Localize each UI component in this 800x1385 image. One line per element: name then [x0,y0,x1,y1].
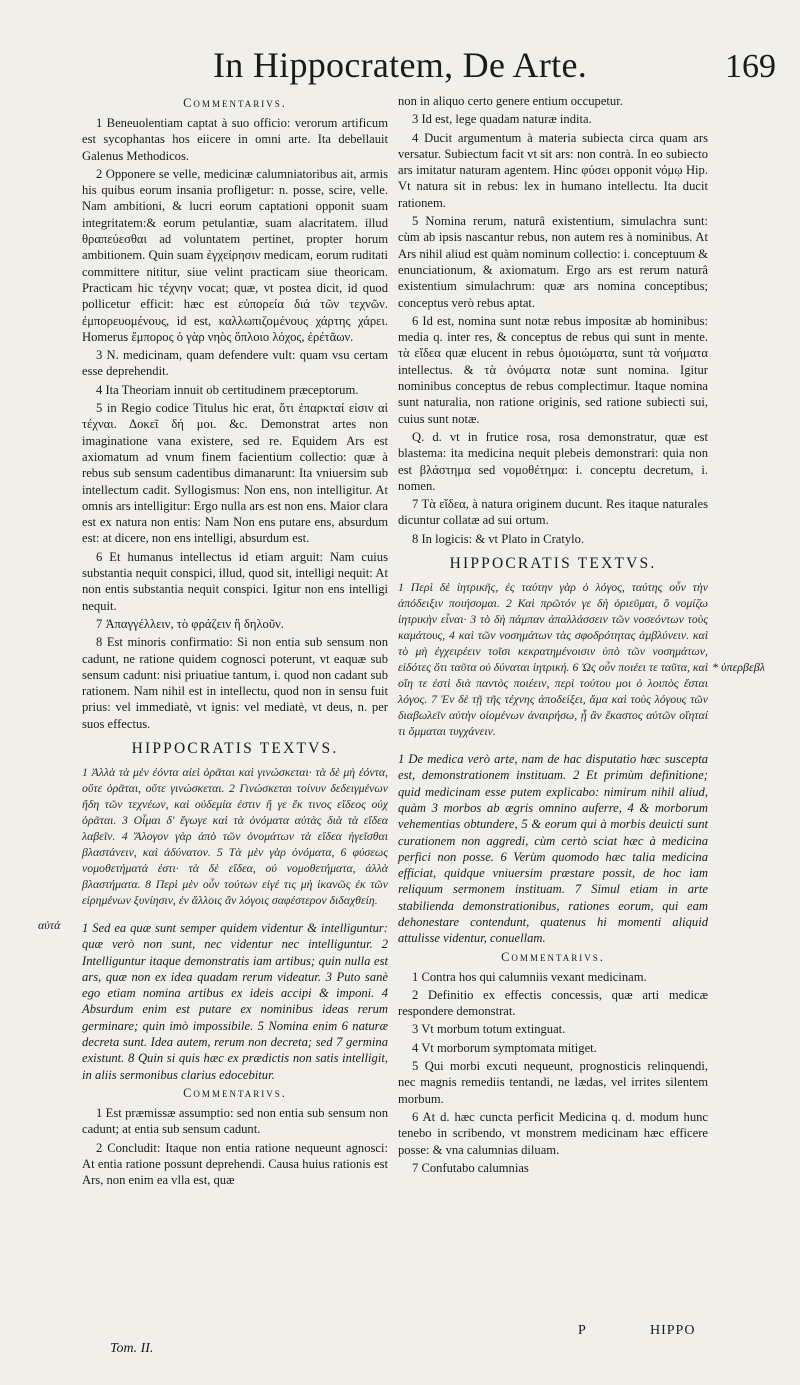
comment-paragraph: 4 Ducit argumentum à materia subiecta circa quam ars versatur. Subiectum facit vt sit ars: non contrà. In eo subiecto ars imitatur naturam agentem. Hinc φύσει opponit νόμῳ Hip. Vt natura sit in rebus: lex in humano intellectu. Ita ducit rationem. [398,130,708,210]
signature-mark: P [578,1323,586,1338]
latin-translation: 1 De medica verò arte, nam de hac disputatio hæc suscepta est, demonstrationem instituam. 2 Et primùm definitione; quid medicinam esse putem explicabo: nimirum nihil aliud, quàm 3 morbos ab ægris omnino auferre, 4 & morborum vehementias obtundere, 5 & eorum qui à morbis deuicti sunt curationem non aggredi, cùm certò sciat hæc à medicina perfici non posse. 6 Verùm quomodo hæc talia medicina efficiat, quidque vniuersim præstare possit, de hoc iam reliquum sermonem instituam. 7 Simul etiam in arte stabilienda demonstrationibus, rationes eorum, qui eam dehonestare contendunt, quatenus hi momenti aliquid attulisse videntur, conuellam. [398,752,708,946]
comment-paragraph: 1 Contra hos qui calumniis vexant medicinam. [412,969,647,984]
comment-paragraph: 7 Ἀπαγγέλλειν, τὸ φράζειν ἢ δηλοῦν. [96,616,284,631]
comment-paragraph: 5 in Regio codice Titulus hic erat, ὅτι ἐπαρκταί εἰσιν αἱ τέχναι. Δοκεῖ δή μοι. &c. Demonstrat artes non imaginatione vana existere, sed re. Equidem Ars est axiomatum ad vnum finem facientium collectio: quæ à rebus sub sensum cadentibus dimanarunt: Ita vniuersim sub intellectum cadit. Syllogismus: Non ens, non intelligitur. At omnis ars intelligitur: Ergo nulla ars est non ens. Maior clara est ex natura non entis: Nam Non ens putare ens, absurdum est: at dicere, non ens intelligi, absurdum est. [82,401,388,546]
comment-paragraph: 4 Vt morborum symptomata mitiget. [412,1040,597,1055]
left-column [82,93,388,1190]
margin-note: αὐτά [38,918,61,932]
comment-paragraph: 1 Beneuolentiam captat à suo officio: verorum artificum est sycophantas hos eiicere in omni arte. Ita debellauit Galenus Methodicos. [82,116,388,163]
comment-paragraph: 2 Definitio ex effectis concessis, quæ arti medicæ respondere demonstrat. [398,987,708,1019]
commentarius-heading: Commentarivs. [501,949,605,964]
comment-paragraph: Q. d. vt in frutice rosa, rosa demonstratur, quæ est blastema: ita medicina nequit plebeis demonstrari: quia non est βλάστημα sed νομοθέτημα: i. conceptu decretum, i. nomen. [398,429,708,493]
comment-paragraph: 2 Opponere se velle, medicinæ calumniatoribus ait, armis his quibus eorum insania profligetur: n. posse, scire, velle. Nam ambitioni, & lucri eorum captationi opponit suam integritatem:& eorum petulantiæ, suam alacritatem. illud θραπεύεσθαι ad voluntatem pertinet, propter horum ambitionem. Quin suam ἐγχείρησιν medicam, eorum ruditati committere nititur, siue velint practicam siue theoricam. Practicam hic τέχνην vocat; quæ, vt postea dicit, id quod pollicetur efficit: hæc est εὐπορεία διά τῶν τεχνῶν. ἐμπορευομένους, id est, καλλωπιζομένους χάρτης χάρει. Homerus ἔμπορος ὁ γὰρ νηὸς ὅπλοιο λόχος, ἐρέτᾶων. [82,166,388,344]
latin-translation: 1 Sed ea quæ sunt semper quidem videntur & intelliguntur: quæ verò non sunt, nec videntur nec intelliguntur. 2 Intelliguntur itaque demonstratis iam artibus; quin nulla est ars, quæ non ex idea quadam rerum videatur. 3 Puto sanè ego etiam nomina artibus ex ideis accipi & imponi. 4 Absurdum enim est putare ex nominibus ideas rerum germinare; quin imò impossibile. 5 Nomina enim 6 naturæ decreta sunt. Idea autem, rerum non decreta; sed 7 germina existunt. 8 Quin si quis hæc ex prædictis non satis intelligit, in aliis sermonibus clarius edocebitur. [82,920,388,1082]
comment-paragraph: 6 Et humanus intellectus id etiam arguit: Nam cuius substantia nequit conspici, illud, quod sit, intelligi nequit: At non entis substantia nequit conspici. Igitur non ens intelligi nequit. [82,549,388,613]
textus-heading: HIPPOCRATIS TEXTVS. [449,555,657,573]
greek-text: 1 Περὶ δὲ ἰητρικῆς, ἐς ταύτην γὰρ ὁ λόγος, ταύτης οὖν τὴν ἀπόδειξιν ποιήσομαι. 2 Καὶ πρῶτόν γε δὴ ὁριεῦμαι, ὃ νομίζω ἰητρικὴν εἶναι· 3 τὸ δὴ πάμπαν ἀπαλλάσσειν τῶν νοσεόντων τοὺς καμάτους, 4 καὶ τῶν νοσημάτων τὰς σφοδρότητας ἀμβλύνειν. καὶ τὸ μὴ ἐγχειρέειν τοῖσι κεκρατημένοισιν ὑπὸ τῶν νοσημάτων, εἰδότες ὅτι ταῦτα οὐ δύναται ἰητρική. 6 Ὡς οὖν ποιέει τε ταῦτα, καὶ οἵη τε ἐστὶ διὰ παντὸς ποιέειν, περὶ τούτου μοι ὁ λοιπὸς ἔσται λόγος. 7 Ἐν δὲ τῇ τῆς τέχνης ἀποδείξει, ἅμα καὶ τοὺς λόγους τῶν διαβωλεῖν αὐτὴν οἰομένων ἀναιρήσω, ᾗ ἂν ἕκαστος αὐτῶν οἴηταί τι ὄμμαται τυγχάνειν. [398,580,708,739]
comment-paragraph: 2 Concludit: Itaque non entia ratione nequeunt agnosci: At entia ratione possunt deprehendi. Causa huius rationis est Ars, non enim ea vlla est, quæ [82,1140,388,1188]
comment-paragraph: 6 Id est, nomina sunt notæ rebus impositæ ab hominibus: media q. inter res, & conceptus de rebus qui sunt in mente. τὰ εἴδεα quæ elucent in rebus ὁμοιώματα, sunt τὰ νοήματα intellectus. & τὰ ὀνόματα notæ sunt nomina. Igitur nominibus conceptus de rebus complectimur. Itaque nomina sunt naturalia, non ratione originis, sed ratione subiecti sui, cuius sunt notæ. [398,313,708,426]
comment-paragraph: 4 Ita Theoriam innuit ob certitudinem præceptorum. [96,382,359,397]
commentarius-heading: Commentarivs. [183,1085,287,1100]
page-number: 169 [725,48,776,85]
comment-paragraph: non in aliquo certo genere entium occupetur. [398,94,623,108]
comment-paragraph: 5 Qui morbi excuti nequeunt, prognosticis relinquendi, nec magnis remediis tentandi, ne lædas, vel irrites silentem morbum. [398,1059,708,1106]
running-title: In Hippocratem, De Arte. [212,45,588,85]
textus-heading: HIPPOCRATIS TEXTVS. [131,739,339,757]
comment-paragraph: 8 In logicis: & vt Plato in Cratylo. [412,531,585,546]
comment-paragraph: 3 Id est, lege quadam naturæ indita. [412,112,592,127]
commentarius-heading: Commentarivs. [183,96,287,110]
comment-paragraph: 6 At d. hæc cuncta perficit Medicina q. d. modum hunc tenebo in scribendo, vt monstrem medicinam hæc efficere posse: & vna calumnias diluam. [398,1109,708,1157]
comment-paragraph: 5 Nomina rerum, naturâ existentium, simulachra sunt: cùm ab ipsis nascantur rebus, non autem res à nominibus. At Ars nihil aliud est quàm nominum collectio: i. conceptuum & enunciationum, & axiomatum. Ergo ars est rerum naturâ existentium simulachrum: quæ ars nomina conceptibus; conceptus verò rebus aptat. [398,214,708,310]
comment-paragraph: 7 Τὰ εἴδεα, à natura originem ducunt. Res itaque naturales dicuntur collatæ ad sui ortum. [398,497,708,528]
margin-note: * ὑπερβεβλ [712,660,765,674]
comment-paragraph: 1 Est præmissæ assumptio: sed non entia sub sensum non cadunt; at entia sub sensum cadunt. [82,1105,388,1137]
catchword: HIPPO [650,1323,696,1338]
comment-paragraph: 7 Confutabo calumnias [412,1160,529,1175]
greek-text: 1 Ἀλλὰ τὰ μὲν ἐόντα αἰεὶ ὁρᾶται καὶ γινώσκεται· τὰ δὲ μὴ ἐόντα, οὔτε ὁρᾶται, οὔτε γινώσκεται. 2 Γινώσκεται τοίνυν δεδειγμένων ἤδη τῶν τεχνέων, καὶ οὐδεμία ἐστιν ἥ γε ἔκ τινος εἴδεος οὐχ ὁρᾶται. 3 Οἶμαι δ' ἔγωγε καὶ τὰ ὀνόματα αὐτὰς διὰ τὰ εἴδεα λαβεῖν. 4 Ἄλογον γὰρ ἀπὸ τῶν ὀνομάτων τὰ εἴδεα ἡγεῖσθαι βλαστάνειν, καὶ ἀδύνατον. 5 Τὰ μὲν γὰρ ὀνόματα, 6 φύσεως νομοθετήματά ἐστι· τὰ δὲ εἴδεα, οὐ νομοθετήματα, ἀλλὰ βλαστήματα. 8 Περὶ μὲν οὖν τούτων εἰγέ τις μὴ ἱκανῶς ἐκ τῶν εἰρημένων ξυνίησιν, ἐν ἄλλοις ἂν λόγοις σαφέστερον διδαχθείη. [82,764,388,907]
volume-mark: Tom. II. [110,1341,154,1356]
comment-paragraph: 8 Est minoris confirmatio: Si non entia sub sensum non cadunt, ne ratione quidem cognosci poterunt, vt eaquæ sub sensum cadunt: nisi priuatiue tantum, i. quod non cadant sub rationem. Nam nihil est in intellectu, quod non in sensu fuit prius: vel immediatè, vt ignis: vel mediatè, vt deus, n. per suos effectus. [82,635,388,731]
comment-paragraph: 3 N. medicinam, quam defendere vult: quam vsu certam esse deprehendit. [82,348,388,379]
right-column [398,93,708,1178]
comment-paragraph: 3 Vt morbum totum extinguat. [412,1022,566,1037]
